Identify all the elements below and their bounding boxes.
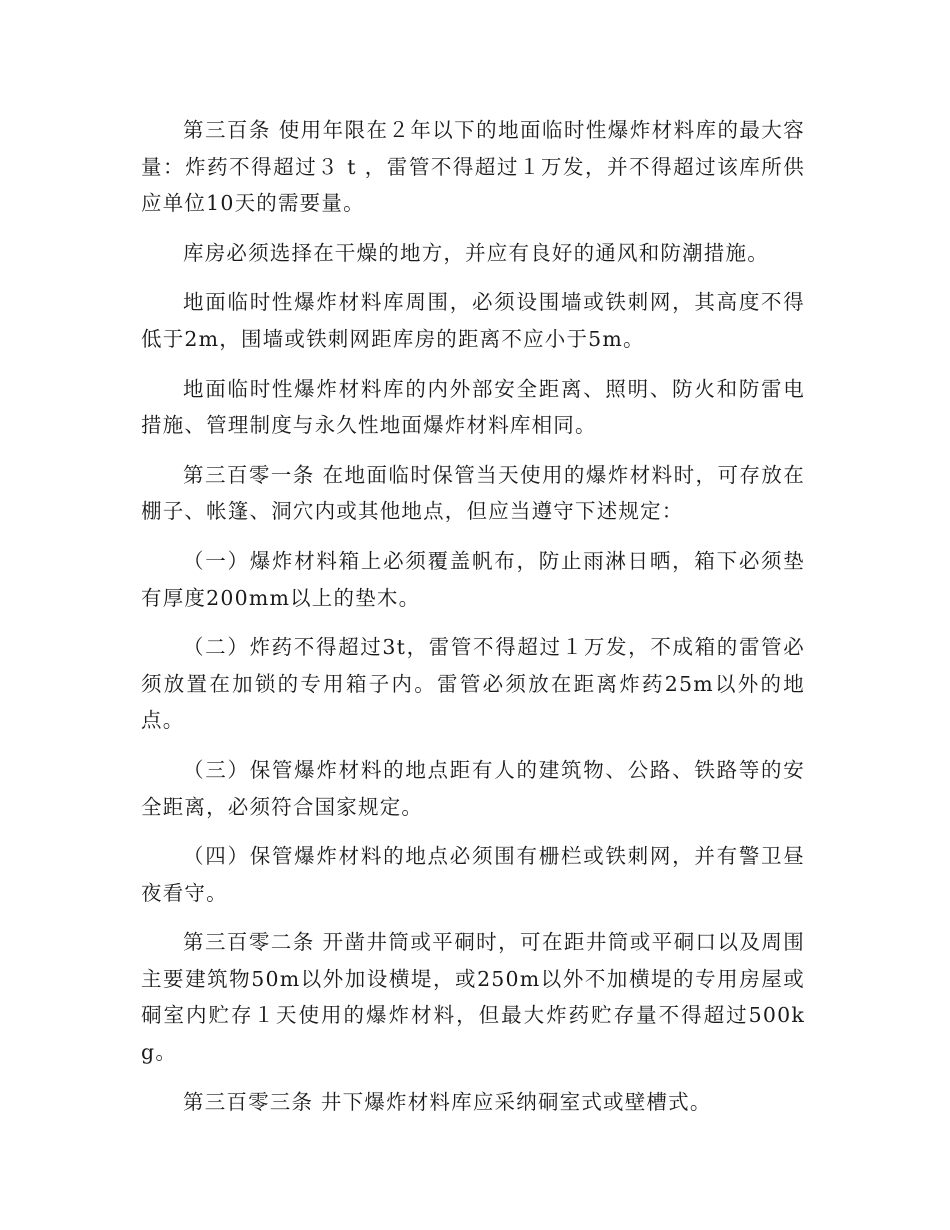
- paragraph-article-301: 第三百零一条 在地面临时保管当天使用的爆炸材料时，可存放在棚子、帐篷、洞穴内或其他地点，但应当遵守下述规定：: [141, 462, 805, 524]
- paragraph-rule-2: （二）炸药不得超过3t，雷管不得超过１万发，不成箱的雷管必须放置在加锁的专用箱子内。雷管必须放在距离炸药25m以外的地点。: [141, 635, 805, 733]
- paragraph-rule-3: （三）保管爆炸材料的地点距有人的建筑物、公路、铁路等的安全距离，必须符合国家规定。: [141, 757, 805, 819]
- document-body: [141, 112, 805, 1133]
- paragraph-article-300: 第三百条 使用年限在２年以下的地面临时性爆炸材料库的最大容量：炸药不得超过３ t ，雷管不得超过１万发，并不得超过该库所供应单位10天的需要量。: [141, 118, 805, 216]
- paragraph-fence-requirements: 地面临时性爆炸材料库周围，必须设围墙或铁刺网，其高度不得低于2m，围墙或铁刺网距库房的距离不应小于5m。: [141, 290, 805, 351]
- paragraph-rule-4: （四）保管爆炸材料的地点必须围有栅栏或铁刺网，并有警卫昼夜看守。: [141, 844, 805, 905]
- paragraph-article-302: 第三百零二条 开凿井筒或平硐时，可在距井筒或平硐口以及周围主要建筑物50m以外加设横堤，或250m以外不加横堤的专用房屋或硐室内贮存１天使用的爆炸材料，但最大炸药贮存量不得超过500kg。: [141, 930, 805, 1065]
- paragraph-rule-1: （一）爆炸材料箱上必须覆盖帆布，防止雨淋日晒，箱下必须垫有厚度200mm以上的垫木。: [141, 548, 805, 610]
- paragraph-article-303: 第三百零三条 井下爆炸材料库应采纳硐室式或壁槽式。: [183, 1089, 712, 1114]
- paragraph-safety-distance: 地面临时性爆炸材料库的内外部安全距离、照明、防火和防雷电措施、管理制度与永久性地面爆炸材料库相同。: [141, 376, 805, 438]
- paragraph-storage-location: 库房必须选择在干燥的地方，并应有良好的通风和防潮措施。: [183, 240, 769, 265]
